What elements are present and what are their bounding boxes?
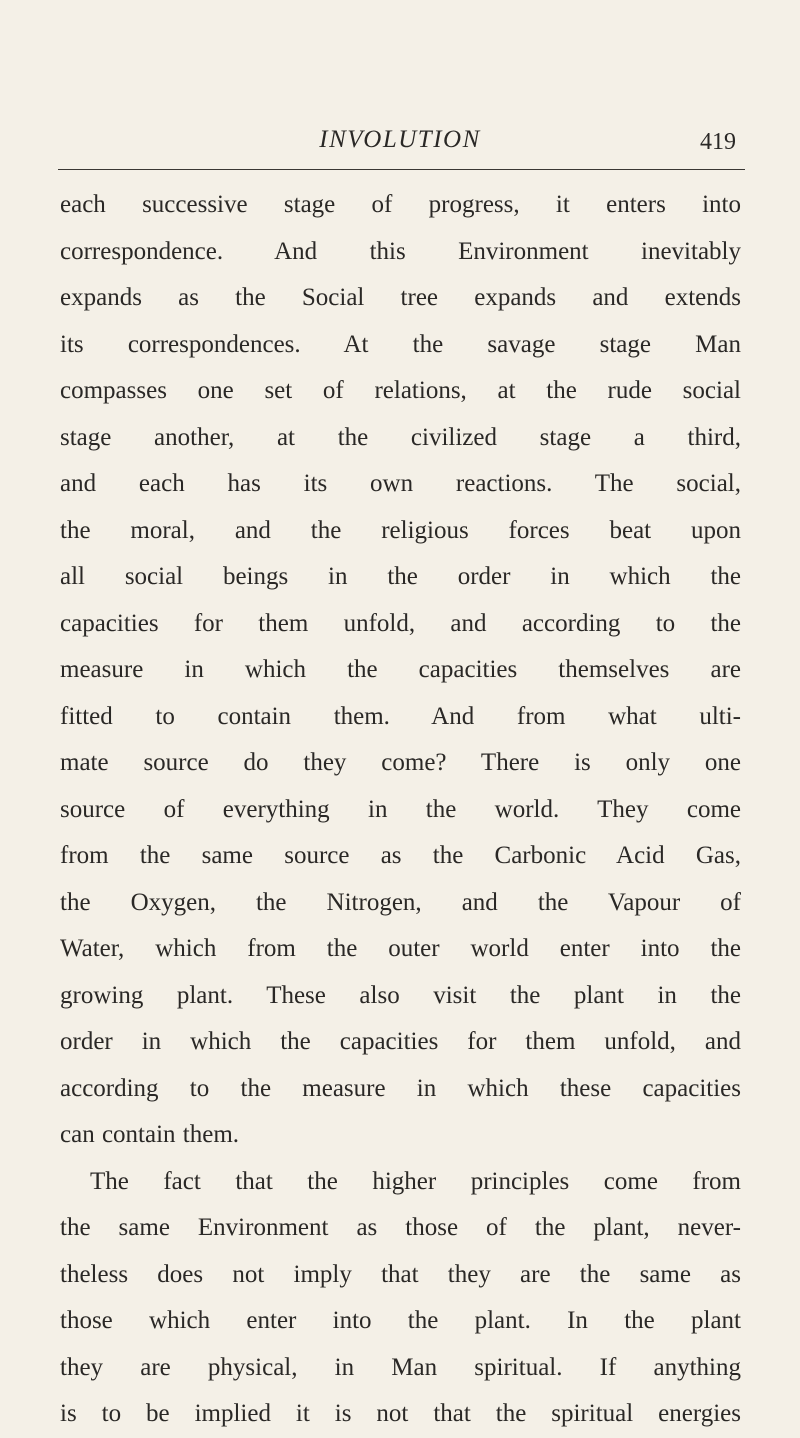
- text-line: fitted to contain them. And from what ulti-: [60, 702, 741, 730]
- text-line: Water, which from the outer world enter into the: [60, 935, 741, 962]
- text-line: is to be implied it is not that the spiritual energies: [60, 1400, 741, 1427]
- text-line: mate source do they come? There is only one: [60, 749, 741, 776]
- text-line: can contain them.: [60, 1121, 240, 1148]
- text-line: source of everything in the world. They come: [60, 795, 741, 823]
- text-line: stage another, at the civilized stage a third,: [60, 423, 741, 451]
- text-line: they are physical, in Man spiritual. If anything: [60, 1353, 741, 1381]
- text-line: expands as the Social tree expands and extends: [60, 284, 741, 311]
- running-title: INVOLUTION: [319, 126, 481, 153]
- text-line: order in which the capacities for them unfold, and: [60, 1028, 741, 1055]
- text-line: those which enter into the plant. In the plant: [60, 1307, 741, 1334]
- text-line: growing plant. These also visit the plant in the: [60, 981, 741, 1009]
- text-line: each successive stage of progress, it enters into: [60, 191, 741, 218]
- text-line: according to the measure in which these capacities: [60, 1074, 741, 1102]
- text-line: the Oxygen, the Nitrogen, and the Vapour of: [60, 888, 741, 916]
- header-rule: [58, 169, 745, 170]
- text-line: The fact that the higher principles come from: [90, 1167, 741, 1195]
- text-line: all social beings in the order in which the: [60, 563, 741, 590]
- text-line: measure in which the capacities themselves are: [60, 656, 741, 683]
- text-line: its correspondences. At the savage stage Man: [60, 330, 741, 358]
- text-line: and each has its own reactions. The social,: [60, 470, 741, 497]
- text-line: compasses one set of relations, at the rude social: [60, 377, 741, 404]
- text-line: from the same source as the Carbonic Acid Gas,: [60, 842, 741, 869]
- text-line: capacities for them unfold, and according to the: [60, 609, 741, 637]
- body-text: [60, 182, 741, 1438]
- page-number: 419: [700, 129, 736, 155]
- text-line: the moral, and the religious forces beat upon: [60, 516, 741, 544]
- text-line: correspondence. And this Environment inevitably: [60, 237, 741, 265]
- text-line: the same Environment as those of the plant, never-: [60, 1214, 741, 1241]
- text-line: theless does not imply that they are the same as: [60, 1260, 741, 1288]
- running-head: [60, 126, 740, 162]
